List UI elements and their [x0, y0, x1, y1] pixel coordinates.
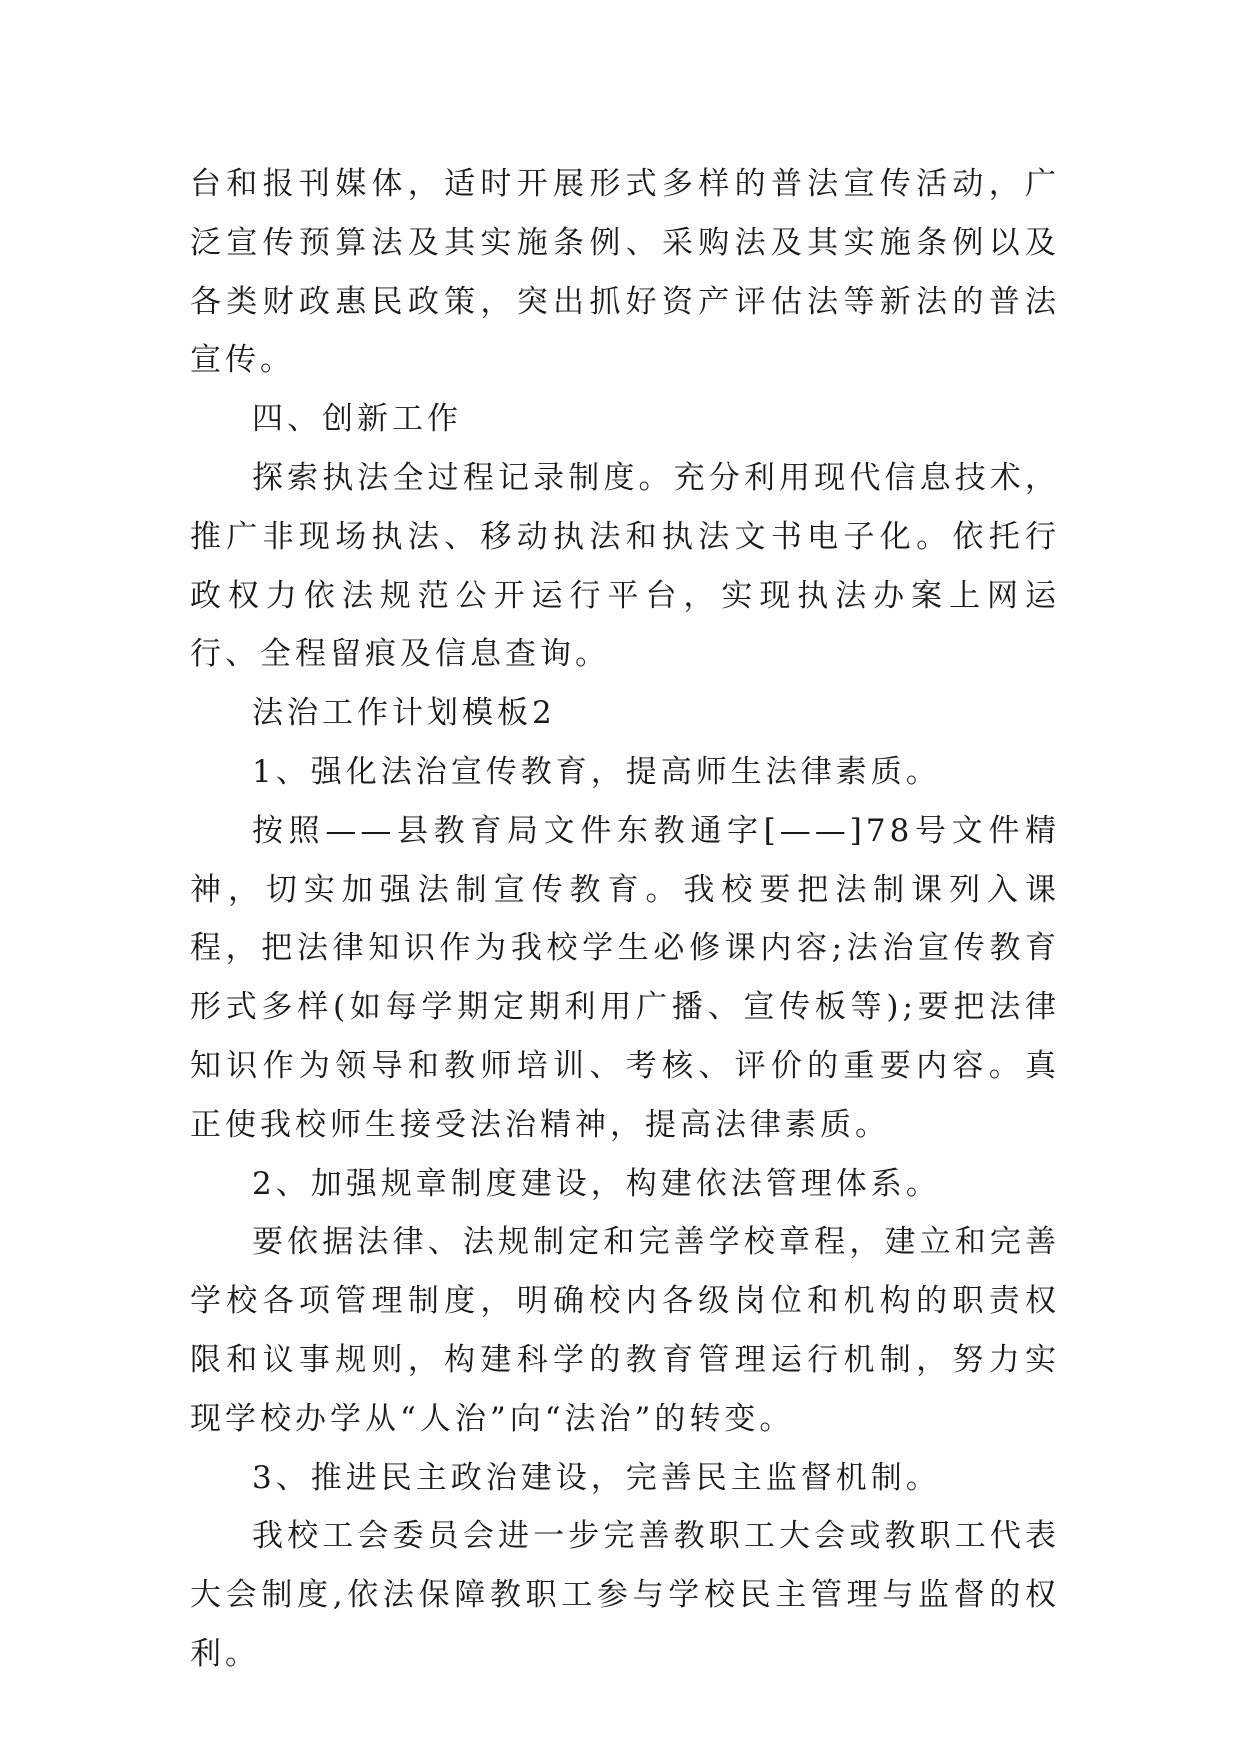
paragraph-enforcement-recording: 探索执法全过程记录制度。充分利用现代信息技术，推广非现场执法、移动执法和执法文书电子化。依托行政权力依法规范公开运行平台，实现执法办案上网运行、全程留痕及信息查询。	[190, 459, 1060, 673]
paragraph-legal-education: 按照——县教育局文件东教通字[——]78号文件精神，切实加强法制宣传教育。我校要把法制课列入课程，把法律知识作为我校学生必修课内容;法治宣传教育形式多样(如每学期定期利用广播、宣传板等);要把法律知识作为领导和教师培训、考核、评价的重要内容。真正使我校师生接受法治精神，提高法律素质。	[190, 812, 1060, 1143]
section-heading-innovation: 四、创新工作	[252, 401, 462, 438]
item-heading-3: 3、推进民主政治建设，完善民主监督机制。	[252, 1459, 941, 1496]
paragraph-democratic-supervision: 我校工会委员会进一步完善教职工大会或教职工代表大会制度,依法保障教职工参与学校民主管理与监督的权利。	[190, 1518, 1060, 1672]
template-title-2: 法治工作计划模板2	[252, 695, 556, 732]
item-heading-1: 1、强化法治宣传教育，提高师生法律素质。	[252, 753, 941, 790]
item-heading-2: 2、加强规章制度建设，构建依法管理体系。	[252, 1165, 941, 1202]
paragraph-rules-system: 要依据法律、法规制定和完善学校章程，建立和完善学校各项管理制度，明确校内各级岗位和机构的职责权限和议事规则，构建科学的教育管理运行机制，努力实现学校办学从“人治”向“法治”的转变。	[190, 1224, 1060, 1437]
paragraph-budget-publicity: 台和报刊媒体，适时开展形式多样的普法宣传活动，广泛宣传预算法及其实施条例、采购法及其实施条例以及各类财政惠民政策，突出抓好资产评估法等新法的普法宣传。	[190, 166, 1060, 379]
document-body	[190, 155, 1060, 1684]
